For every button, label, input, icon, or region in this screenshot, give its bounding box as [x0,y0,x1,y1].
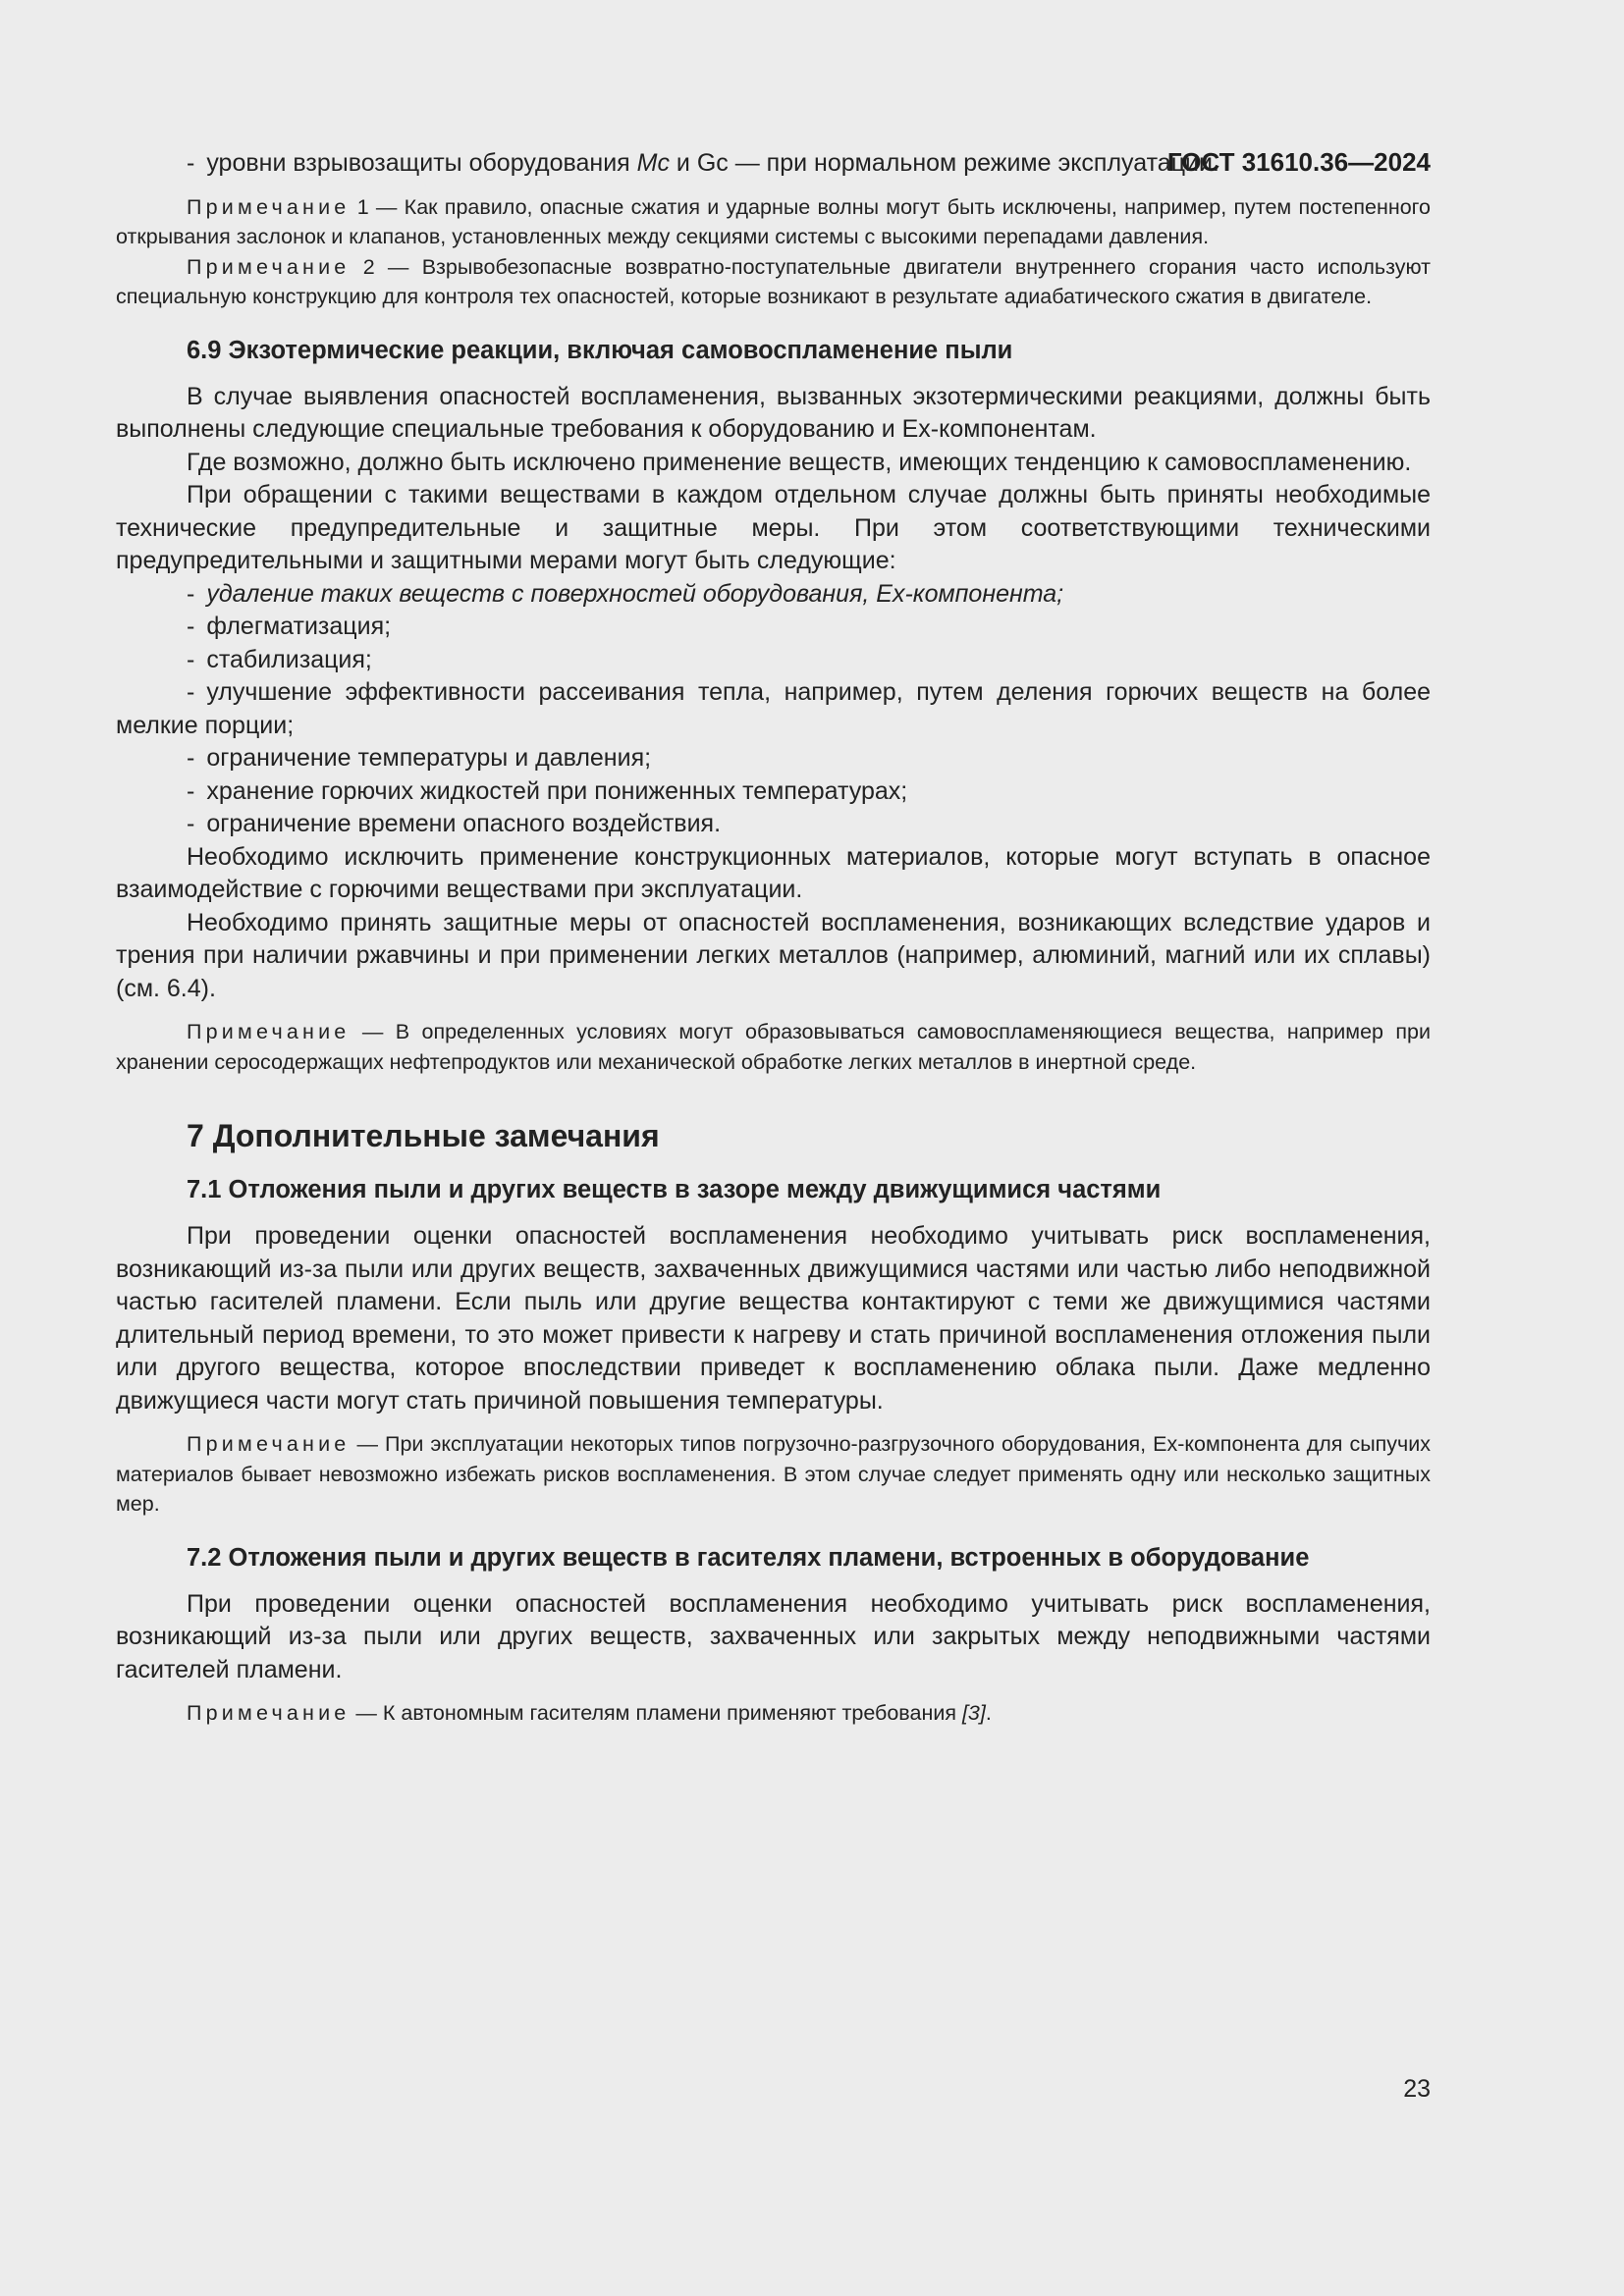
section-6-9-heading: 6.9 Экзотермические реакции, включая самовоспламенение пыли [187,336,1013,364]
mc-symbol: Mc [636,149,670,177]
list-item: - улучшение эффективности рассеивания тепла, например, путем деления горючих веществ на более мелкие порции; [116,678,1431,739]
paragraph: При проведении оценки опасностей воспламенения необходимо учитывать риск воспламенения, возникающий из-за пыли или других веществ, захваченных или закрытых между неподвижными частями гасителей пламени. [116,1589,1431,1683]
note-label: Примечание [187,1701,351,1725]
document-code-header: ГОСТ 31610.36—2024 [1166,147,1431,177]
note-label: Примечание [187,1432,351,1456]
note-label: Примечание [187,254,351,279]
note-7-2: Примечание — К автономным гасителям пламени применяют требования [3]. [187,1701,992,1725]
paragraph: Где возможно, должно быть исключено применение веществ, имеющих тенденцию к самовоспламенению. [187,448,1412,476]
section-7-2-heading: 7.2 Отложения пыли и других веществ в гасителях пламени, встроенных в оборудование [187,1543,1310,1572]
section-7-1-heading: 7.1 Отложения пыли и других веществ в зазоре между движущимися частями [187,1176,1162,1203]
intro-list-item: - уровни взрывозащиты оборудования Mc и Gc — при нормальном режиме эксплуатации. [187,149,1219,177]
page-number: 23 [1403,2075,1431,2103]
paragraph: Необходимо принять защитные меры от опасностей воспламенения, возникающих вследствие ударов и трения при наличии ржавчины и при применении легких металлов (например, алюминий, магний или их сплавы) (см. 6.4). [116,908,1431,1002]
note-label: Примечание [187,194,351,219]
note-6-9: Примечание — В определенных условиях могут образовываться самовоспламеняющиеся вещества, например при хранении серосодержащих нефтепродуктов или механической обработке легких металлов в инертной среде. [116,1020,1431,1074]
list-item: - стабилизация; [187,645,372,673]
paragraph: Необходимо исключить применение конструкционных материалов, которые могут вступать в опасное взаимодействие с горючими веществами при эксплуатации. [116,842,1431,903]
paragraph: При проведении оценки опасностей воспламенения необходимо учитывать риск воспламенения, возникающий из-за пыли или других веществ, захваченных движущимися частями или частью либо неподвижной частью гасителей пламени. Если пыль или другие вещества контактируют с теми же движущимися частями длительный период времени, то это может привести к нагреву и стать причиной воспламенения отложения пыли или другого вещества, которое впоследствии приведет к воспламенению облака пыли. Даже медленно движущиеся части могут стать причиной повышения температуры. [116,1222,1431,1415]
page-body [116,147,1431,1729]
note-7-1: Примечание — При эксплуатации некоторых типов погрузочно-разгрузочного оборудования, Ex-компонента для сыпучих материалов бывает невозможно избежать рисков воспламенения. В этом случае следует применять одну или несколько защитных мер. [116,1432,1431,1516]
paragraph: В случае выявления опасностей воспламенения, вызванных экзотермическими реакциями, должны быть выполнены следующие специальные требования к оборудованию и Ex-компонентам. [116,382,1431,443]
section-7-heading: 7 Дополнительные замечания [187,1118,660,1153]
list-item: - флегматизация; [187,613,392,640]
list-item: - ограничение температуры и давления; [187,744,652,772]
list-item: - хранение горючих жидкостей при пониженных температурах; [187,776,908,805]
reference-link: [3] [961,1701,986,1725]
note-1: Примечание 1 — Как правило, опасные сжатия и ударные волны могут быть исключены, например, путем постепенного открывания заслонок и клапанов, установленных между секциями системы с высокими перепадами давления. [116,194,1431,248]
note-2: Примечание 2 — Взрывобезопасные возвратно-поступательные двигатели внутреннего сгорания часто используют специальную конструкцию для контроля тех опасностей, которые возникают в результате адиабатического сжатия в двигателе. [116,254,1431,308]
note-label: Примечание [187,1020,351,1043]
list-item: - удаление таких веществ с поверхностей оборудования, Ex-компонента; [187,579,1064,608]
paragraph: При обращении с такими веществами в каждом отдельном случае должны быть приняты необходимые технические предупредительные и защитные меры. При этом соответствующими техническими предупредительными и защитными мерами могут быть следующие: [116,481,1431,574]
list-item: - ограничение времени опасного воздействия. [187,810,722,837]
